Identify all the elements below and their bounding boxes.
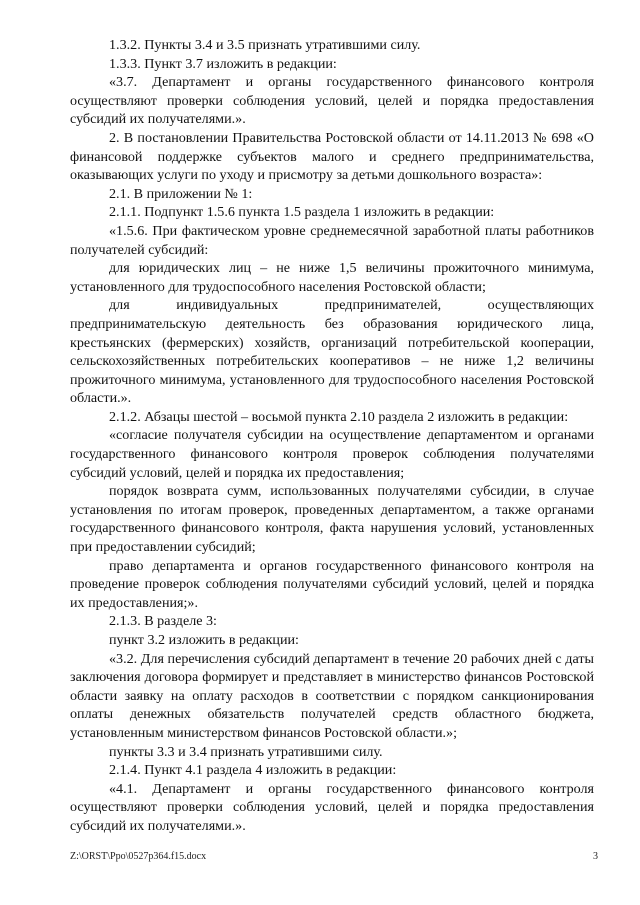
paragraph-2-1-3: 2.1.3. В разделе 3: [109, 613, 217, 630]
paragraph-1-3-3: 1.3.3. Пункт 3.7 изложить в редакции: [109, 55, 337, 72]
paragraph-legal-entities: для юридических лиц – не ниже 1,5 величины прожиточного минимума, установленного для трудоспособного населения Ростовской области; [70, 260, 594, 295]
paragraph-items-3-3-3-4: пункты 3.3 и 3.4 признать утратившими силу. [109, 743, 383, 760]
paragraph-quote-1-5-6: «1.5.6. При фактическом уровне среднемесячной заработной платы работников получателей субсидий: [70, 222, 594, 258]
paragraph-2-1: 2.1. В приложении № 1: [109, 185, 253, 202]
paragraph-consent: «согласие получателя субсидии на осуществление департаментом и органами государственного финансового контроля проверок соблюдения получателями субсидий условий, целей и порядка их предоставления; [70, 427, 594, 481]
document-body [70, 36, 594, 836]
paragraph-audit-right: право департамента и органов государственного финансового контроля на проведение проверок соблюдения получателями субсидий условий, целей и порядка их предоставления;». [70, 557, 594, 611]
footer-file-path: Z:\ORST\Ppo\0527p364.f15.docx [70, 851, 207, 862]
paragraph-item-3-2-intro: пункт 3.2 изложить в редакции: [109, 632, 299, 648]
paragraph-individual-entrepreneurs: для индивидуальных предпринимателей, осуществляющих предпринимательскую деятельность без образования юридического лица, крестьянских (фермерских) хозяйств, организаций потребительской кооперации, сельскохозяйственных потребительских кооперативов – не ниже 1,2 величины прожиточного минимума, установленного для трудоспособного населения Ростовской области.». [70, 297, 594, 407]
paragraph-quote-4-1: «4.1. Департамент и органы государственного финансового контроля осуществляют проверки соблюдения условий, целей и порядка предоставления субсидий их получателями.». [70, 780, 594, 834]
page-number: 3 [593, 851, 598, 862]
paragraph-quote-3-7: «3.7. Департамент и органы государственного финансового контроля осуществляют проверки соблюдения условий, целей и порядка предоставления субсидий их получателями.». [70, 74, 594, 128]
paragraph-2: 2. В постановлении Правительства Ростовской области от 14.11.2013 № 698 «О финансовой поддержке субъектов малого и среднего предпринимательства, оказывающих услуги по уходу и присмотру за детьми дошкольного возраста»: [70, 129, 594, 184]
paragraph-2-1-4: 2.1.4. Пункт 4.1 раздела 4 изложить в редакции: [109, 762, 397, 779]
paragraph-2-1-2: 2.1.2. Абзацы шестой – восьмой пункта 2.10 раздела 2 изложить в редакции: [109, 408, 569, 425]
paragraph-2-1-1: 2.1.1. Подпункт 1.5.6 пункта 1.5 раздела 1 изложить в редакции: [109, 204, 495, 221]
paragraph-1-3-2: 1.3.2. Пункты 3.4 и 3.5 признать утратившими силу. [109, 37, 421, 53]
paragraph-quote-3-2: «3.2. Для перечисления субсидий департамент в течение 20 рабочих дней с даты заключения договора формирует и представляет в министерство финансов Ростовской области заявку на оплату расходов в соответствии с порядком санкционирования оплаты денежных обязательств получателей средств областного бюджета, установленным министерством финансов Ростовской области.»; [70, 650, 594, 741]
paragraph-refund-procedure: порядок возврата сумм, использованных получателями субсидии, в случае установления по итогам проверок, проведенных департаментом, а также органами государственного финансового контроля, факта нарушения условий, установленных при предоставлении субсидий; [70, 483, 594, 556]
